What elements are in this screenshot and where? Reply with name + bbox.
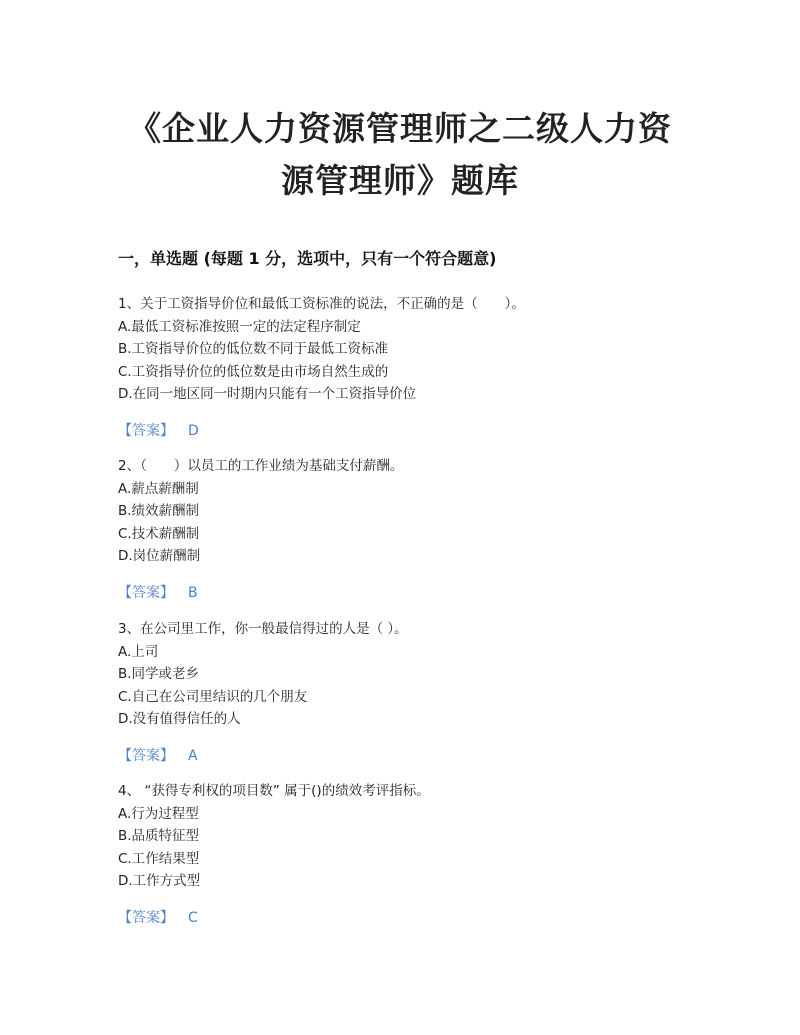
question-3 [118, 618, 718, 767]
option-d: D.没有值得信任的人 [118, 711, 241, 727]
option-a: A.最低工资标准按照一定的法定程序制定 [118, 318, 361, 335]
option-c: C.工资指导价位的低位数是由市场自然生成的 [118, 363, 389, 380]
answer-value: B [188, 584, 198, 601]
question-4 [118, 780, 718, 929]
answer-value: C [188, 909, 198, 926]
question-stem: 1、关于工资指导价位和最低工资标准的说法，不正确的是（ ）。 [118, 296, 525, 312]
option-a: A.行为过程型 [118, 805, 199, 822]
answer-line [118, 582, 718, 604]
document-title-line-2: 源管理师》题库 [281, 161, 519, 200]
option-b: B.同学或老乡 [118, 666, 200, 682]
answer-label: 【答案】 [118, 422, 174, 439]
option-c: C.工作结果型 [118, 850, 200, 867]
answer-label: 【答案】 [118, 747, 174, 764]
question-stem: 3、在公司里工作，你一般最信得过的人是（ ）。 [118, 621, 408, 637]
option-c: C.自己在公司里结识的几个朋友 [118, 688, 308, 705]
answer-line [118, 420, 718, 442]
answer-label: 【答案】 [118, 909, 174, 926]
section-heading: 一，单选题 (每题 1 分，选项中，只有一个符合题意) [118, 249, 497, 268]
option-b: B.工资指导价位的低位数不同于最低工资标准 [118, 341, 389, 357]
answer-value: D [188, 422, 199, 439]
document-title [100, 103, 700, 207]
option-d: D.在同一地区同一时期内只能有一个工资指导价位 [118, 386, 417, 402]
answer-label: 【答案】 [118, 584, 174, 601]
question-2 [118, 455, 718, 604]
option-b: B.绩效薪酬制 [118, 503, 200, 519]
answer-line [118, 745, 718, 767]
answer-value: A [188, 747, 198, 764]
answer-line [118, 907, 718, 929]
option-b: B.品质特征型 [118, 828, 200, 844]
question-1 [118, 293, 718, 442]
option-d: D.岗位薪酬制 [118, 548, 201, 564]
document-title-line-1: 《企业人力资源管理师之二级人力资 [128, 109, 672, 148]
question-stem: 2、（ ）以员工的工作业绩为基础支付薪酬。 [118, 458, 404, 474]
question-stem: 4、 “获得专利权的项目数” 属于()的绩效考评指标。 [118, 783, 430, 799]
option-a: A.上司 [118, 643, 159, 660]
option-d: D.工作方式型 [118, 873, 201, 889]
option-c: C.技术薪酬制 [118, 525, 200, 542]
option-a: A.薪点薪酬制 [118, 480, 199, 497]
